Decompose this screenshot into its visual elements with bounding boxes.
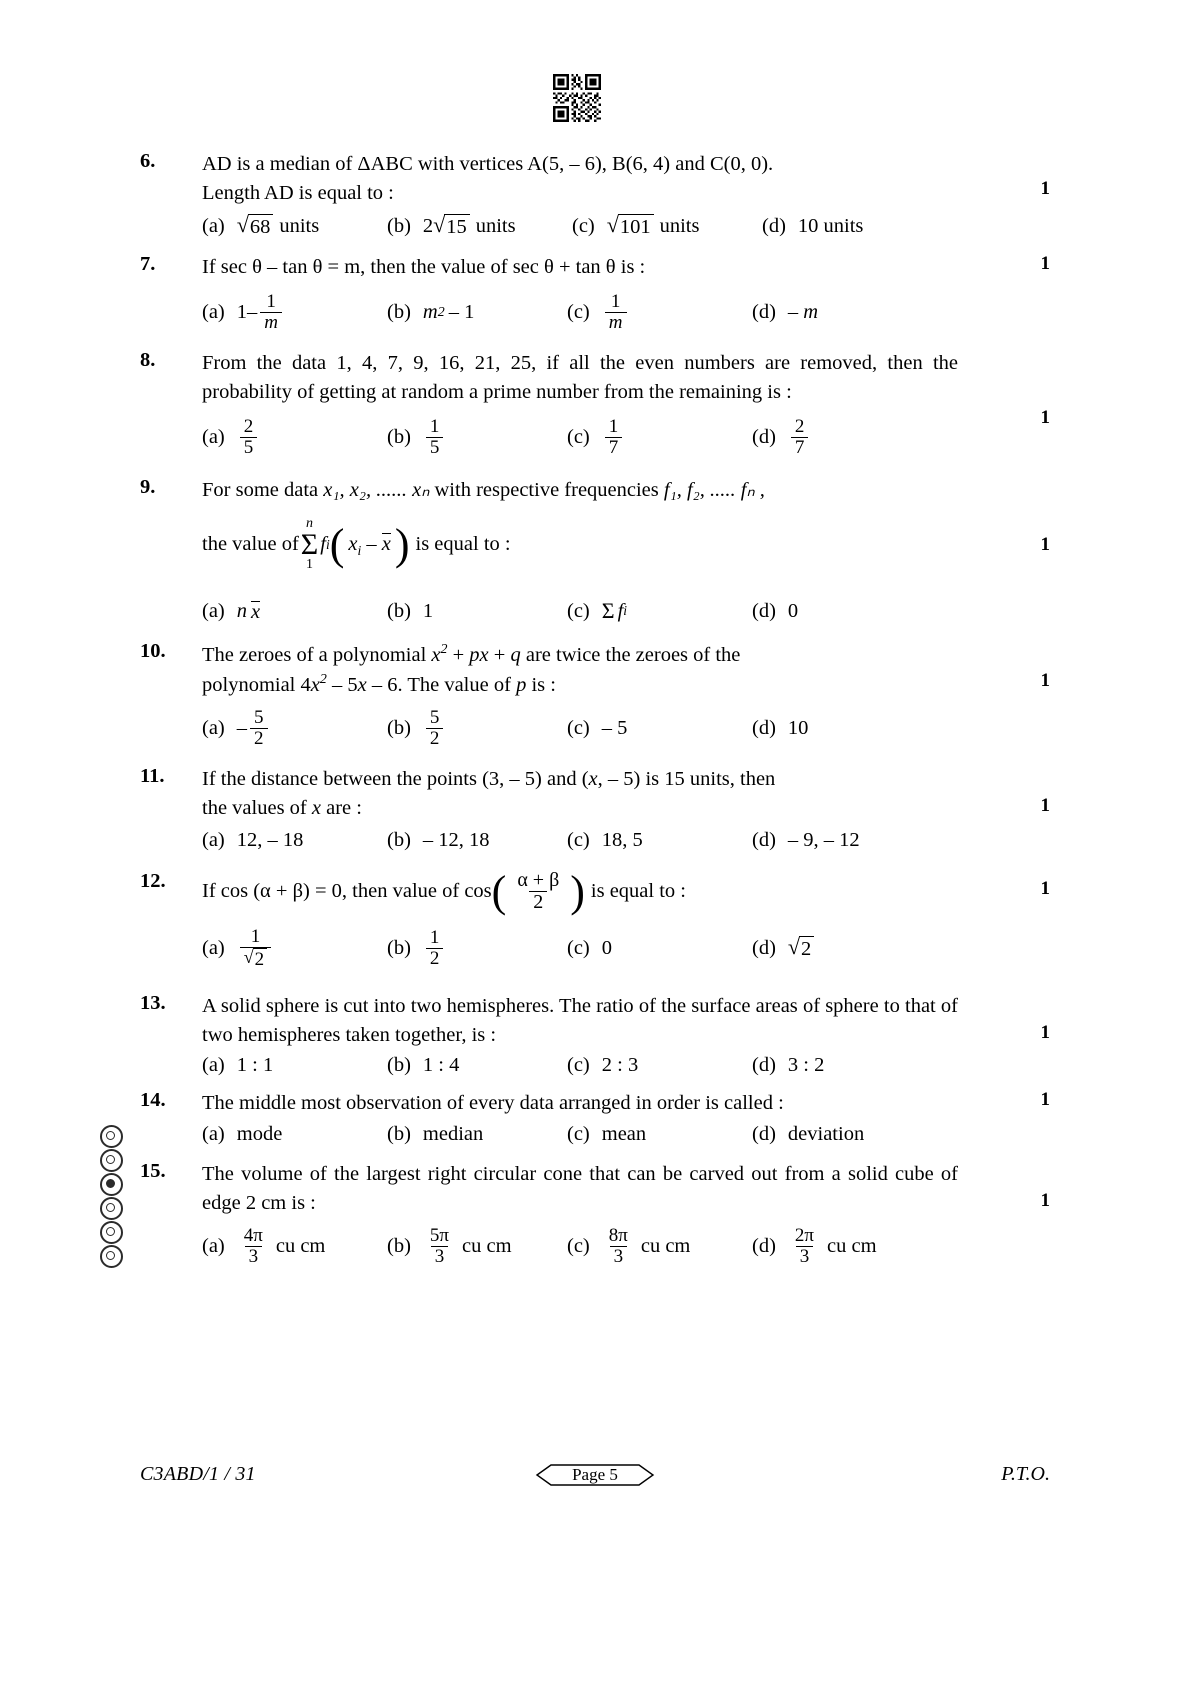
option-label: (c) [567,301,590,324]
numerator: 1 [610,291,621,313]
option-c[interactable] [567,417,752,458]
option-label: (b) [387,1122,411,1145]
question-number: 11. [140,765,165,788]
question-13 [140,992,1050,1077]
option-value: deviation [787,1122,865,1145]
sqrt-icon: √ 15 [433,214,470,239]
option-label: (a) [202,1122,225,1145]
option-unit: units [659,215,700,238]
fraction [791,417,809,458]
numerator: 5 [429,707,440,729]
text-fragment: are twice the zeroes of the [520,644,741,667]
option-label: (d) [752,829,776,852]
option-unit: cu cm [640,1234,691,1257]
option-label: (a) [202,1234,225,1257]
option-label: (a) [202,426,225,449]
question-text [202,150,958,208]
option-value: 1 [422,599,434,622]
option-b[interactable] [387,928,567,969]
option-label: (a) [202,599,225,622]
denominator: 3 [796,1246,814,1267]
question-text [202,866,958,916]
option-label: (c) [567,829,590,852]
variable: x [431,644,441,667]
option-label: (b) [387,215,411,238]
option-b[interactable] [387,600,567,623]
fraction [240,1226,267,1267]
fraction [605,292,627,333]
variable: x [357,674,367,697]
numerator: 1 [429,416,440,438]
variable: x [310,674,320,697]
marks-value: 1 [1040,178,1050,199]
marks-value: 1 [1040,795,1050,817]
sqrt-icon: √ 2 [788,936,814,961]
text-fragment: , – 5) is 15 units, then [597,768,776,791]
question-text: A solid sphere is cut into two hemispheres. The ratio of the surface areas of sphere to that of two hemispheres taken together, is : [202,995,958,1047]
denominator: m [605,312,627,333]
question-line [202,640,958,670]
option-value: 10 [787,717,809,740]
option-b[interactable] [387,1123,567,1146]
options-row [202,1054,1050,1077]
option-a[interactable] [202,829,387,852]
option-a[interactable] [202,927,387,970]
question-number: 12. [140,870,166,893]
minus-sign: – [236,717,248,740]
denominator: 5 [240,437,258,458]
denominator [240,947,271,970]
numerator: 2 [794,416,805,438]
numerator: 1 [608,416,619,438]
f-subscript: i [325,537,330,553]
paper-code: C3ABD/1 / 31 [140,1463,256,1485]
question-number: 15. [140,1159,166,1182]
denominator: 3 [610,1246,628,1267]
fraction [240,417,258,458]
option-b[interactable] [387,417,567,458]
question-number: 10. [140,640,166,663]
option-d[interactable] [752,936,814,961]
numerator: 5π [429,1224,449,1246]
radicand: 2 [799,936,814,961]
option-d[interactable] [752,600,798,623]
sqrt-icon: √ 101 [607,214,654,239]
option-b[interactable] [387,301,567,324]
option-label: (c) [567,937,590,960]
question-number: 8. [140,349,156,372]
question-11 [140,765,1050,852]
option-unit: units [475,215,516,238]
question-8 [140,349,1050,458]
x-bar: x [251,600,261,623]
options-row [202,1123,1050,1146]
option-a[interactable] [202,214,387,239]
radicand: 68 [248,214,274,239]
option-c[interactable] [567,1054,752,1077]
option-label: (a) [202,1054,225,1077]
options-row [202,927,1050,970]
option-label: (c) [572,215,595,238]
question-text: The volume of the largest right circular cone that can be carved out from a solid cube of edge 2 cm is : [202,1162,958,1214]
option-value: n [236,599,248,622]
option-label: (b) [387,426,411,449]
option-label: (d) [752,599,776,622]
option-b[interactable] [387,829,567,852]
denominator: 2 [426,728,444,749]
fraction [513,870,563,913]
numerator: 2 [243,416,254,438]
option-d[interactable] [752,1054,824,1077]
radicand: 15 [444,214,470,239]
fraction [791,1226,818,1267]
option-label: (b) [387,829,411,852]
fraction [426,708,444,749]
option-label: (c) [567,1234,590,1257]
exponent: 2 [437,304,445,320]
option-value: 3 : 2 [787,1054,825,1077]
option-c[interactable] [567,598,752,624]
question-15 [140,1160,1050,1267]
parenthesis-group: ( $\frac{\alpha + \beta}{2}$ ) [491,866,585,916]
numerator: 4π [243,1224,263,1246]
sum-lower-limit: 1 [306,557,313,573]
paren-inner [344,530,394,560]
page-number-badge [525,1459,665,1491]
option-value: 18, 5 [601,829,643,852]
option-a[interactable] [202,1123,387,1146]
option-value: – 5 [601,717,628,740]
denominator: 7 [791,437,809,458]
variables: x₁, x₂, ...... xₙ [323,479,430,502]
fraction [605,417,623,458]
option-b[interactable] [387,708,567,749]
option-b[interactable] [387,1226,567,1267]
marks-value: 1 [1040,1022,1050,1044]
fraction [240,927,271,970]
option-d[interactable] [752,717,808,740]
option-label: (b) [387,1054,411,1077]
question-number: 14. [140,1089,166,1112]
option-a[interactable] [202,708,387,749]
marks-value: 1 [1040,407,1050,429]
option-value: 0 [787,599,799,622]
option-value: 0 [601,937,613,960]
question-text [202,765,958,823]
option-a[interactable] [202,1054,387,1077]
text-fragment: If cos (α + β) = 0, then value of cos [202,880,492,903]
sigma-symbol: Σ [300,528,319,562]
denominator: 5 [426,437,444,458]
f-symbol: f [320,533,326,556]
fraction [605,1226,632,1267]
option-c[interactable] [572,214,762,239]
question-number: 6. [140,150,156,172]
option-b[interactable] [387,1054,567,1077]
coefficient: 2 [422,215,434,238]
fraction [260,292,282,333]
denominator: 3 [431,1246,449,1267]
question-number: 7. [140,253,156,276]
option-c[interactable] [567,829,752,852]
numerator: 1 [429,927,440,949]
numerator: 2π [794,1224,814,1246]
option-d[interactable] [752,301,818,324]
option-unit: cu cm [827,1234,877,1257]
text-fragment: The zeroes of a polynomial [202,644,432,667]
sqrt-icon: √ 2 [244,948,267,970]
pto-label: P.T.O. [1001,1463,1050,1485]
marks-value: 1 [1040,1089,1050,1111]
option-label: (d) [752,1234,776,1257]
option-label: (d) [752,1122,776,1145]
text-fragment: is : [526,674,556,697]
denominator: 3 [245,1246,263,1267]
options-row [202,598,1050,624]
option-c[interactable] [567,1123,752,1146]
option-label: (c) [567,599,590,622]
marks-value: 1 [1040,670,1050,692]
x-bar: x [381,532,391,555]
denominator: 7 [605,437,623,458]
question-line [202,517,958,572]
option-d[interactable] [752,1123,864,1146]
question-line [202,765,958,794]
text-fragment: – 6. The value of [366,674,517,697]
text-fragment: For some data [202,479,324,502]
question-12 [140,866,1050,971]
option-c[interactable] [567,292,752,333]
minus-sign: – [366,532,377,555]
option-label: (b) [387,1234,411,1257]
qr-code-icon [553,74,601,122]
option-value: median [422,1122,484,1145]
numerator: 8π [608,1224,628,1246]
option-c[interactable] [567,1226,752,1267]
frequencies: f₁, f₂, ..... fₙ , [663,479,765,502]
text-fragment: the values of [202,797,312,820]
option-value: – m [787,301,819,324]
page-label: Page 5 [572,1465,618,1484]
sum-upper-limit: n [306,516,313,532]
option-a[interactable] [202,600,387,623]
question-7 [140,253,1050,333]
text-fragment: If the distance between the points (3, – 5) and ( [202,768,589,791]
sigma-symbol: Σ [601,598,615,624]
options-row [202,829,1050,852]
f-subscript: i [623,603,628,619]
summation-icon [301,517,318,572]
option-prefix: 1– [236,301,258,324]
denominator: m [260,312,282,333]
term: q [510,644,521,667]
question-text: From the data 1, 4, 7, 9, 16, 21, 25, if all the even numbers are removed, then the probability of getting at random a prime number from the remaining is : [202,352,958,404]
option-label: (c) [567,426,590,449]
numerator: 1 [250,926,261,948]
option-d[interactable] [752,829,860,852]
option-d[interactable] [762,215,863,238]
option-label: (d) [752,426,776,449]
option-label: (d) [752,717,776,740]
parenthesis-group: ( $x_i$ – x ) [329,519,410,569]
question-number: 9. [140,476,156,499]
marks-value: 1 [1040,534,1050,556]
fraction [426,417,444,458]
option-value: mean [601,1122,647,1145]
fraction [426,1226,453,1267]
fraction [250,708,268,749]
option-value: 12, – 18 [236,829,304,852]
f-symbol: f [617,599,624,622]
numerator: 1 [266,291,276,313]
text-fragment: + [447,644,470,667]
option-label: (d) [762,215,786,238]
question-14 [140,1089,1050,1145]
denominator: 2 [426,948,444,969]
question-line [202,476,958,505]
option-label: (c) [567,1122,590,1145]
question-6 [140,150,1050,239]
question-text [202,476,958,572]
text-fragment: is equal to : [590,880,686,903]
sqrt-icon: √ 68 [237,214,274,239]
option-label: (b) [387,301,411,324]
text-fragment: the value of [202,533,299,556]
option-unit: units [279,215,320,238]
denominator: 2 [529,891,547,913]
questions-container [140,150,1050,1271]
option-a[interactable] [202,292,387,333]
option-label: (d) [752,937,776,960]
option-value: – 12, 18 [422,829,490,852]
question-line [202,794,958,823]
option-label: (a) [202,829,225,852]
radicand: 2 [253,948,268,970]
option-c[interactable] [567,937,752,960]
option-label: (b) [387,937,411,960]
numerator: α + β [517,869,560,892]
question-text: The middle most observation of every data arranged in order is called : [202,1092,784,1115]
text-fragment: – 5 [326,674,358,697]
option-value: mode [236,1122,283,1145]
x-subscript: i [357,542,362,558]
option-label: (a) [202,301,225,324]
question-text [202,640,958,700]
question-text [202,253,958,282]
exponent: 2 [440,642,448,658]
numerator: 5 [254,707,264,729]
x-symbol: x [348,532,358,555]
marks-value: 1 [1040,253,1050,275]
option-value: 2 : 3 [601,1054,639,1077]
variable: x [311,797,321,820]
option-value: 1 : 4 [422,1054,460,1077]
options-row [202,1226,1050,1267]
option-label: (a) [202,717,225,740]
marks-value: 1 [1040,878,1050,900]
question-10 [140,640,1050,749]
exponent: 2 [319,672,327,688]
text-fragment: with respective frequencies [429,479,664,502]
option-unit: cu cm [275,1234,326,1257]
option-label: (d) [752,301,776,324]
fraction [426,928,444,969]
question-line: Length AD is equal to : [202,182,394,205]
question-line: AD is a median of ΔABC with vertices A(5, – 6), B(6, 4) and C(0, 0). [202,153,774,175]
option-a[interactable] [202,417,387,458]
option-value: – 1 [448,301,475,324]
option-label: (c) [567,717,590,740]
options-row [202,417,1050,458]
text-fragment: are : [320,797,362,820]
options-row [202,214,1050,239]
option-value: 1 : 1 [236,1054,274,1077]
option-label: (d) [752,1054,776,1077]
denominator: 2 [250,728,268,749]
text-fragment: + [488,644,511,667]
option-label: (a) [202,215,225,238]
question-number: 13. [140,992,166,1015]
options-row [202,292,1050,333]
radicand: 101 [618,214,654,239]
options-row [202,708,1050,749]
variable: x [588,768,598,791]
question-line: If sec θ – tan θ = m, then the value of sec θ + tan θ is : [202,256,646,279]
option-d[interactable] [752,417,811,458]
paren-inner [506,870,570,913]
option-label: (a) [202,937,225,960]
option-d[interactable] [752,1226,877,1267]
base: m [422,301,438,324]
option-value: 10 units [797,215,864,238]
binding-rings [100,1125,126,1270]
option-b[interactable] [387,214,572,239]
marks-value: 1 [1040,1189,1050,1211]
option-unit: cu cm [462,1234,512,1257]
term: px [469,644,489,667]
option-label: (b) [387,717,411,740]
option-value: – 9, – 12 [787,829,860,852]
option-label: (b) [387,599,411,622]
question-line [202,670,958,700]
option-c[interactable] [567,717,752,740]
variable: p [516,674,527,697]
question-9 [140,476,1050,624]
text-fragment: is equal to : [415,533,511,556]
text-fragment: polynomial 4 [202,674,311,697]
option-a[interactable] [202,1226,387,1267]
option-label: (c) [567,1054,590,1077]
